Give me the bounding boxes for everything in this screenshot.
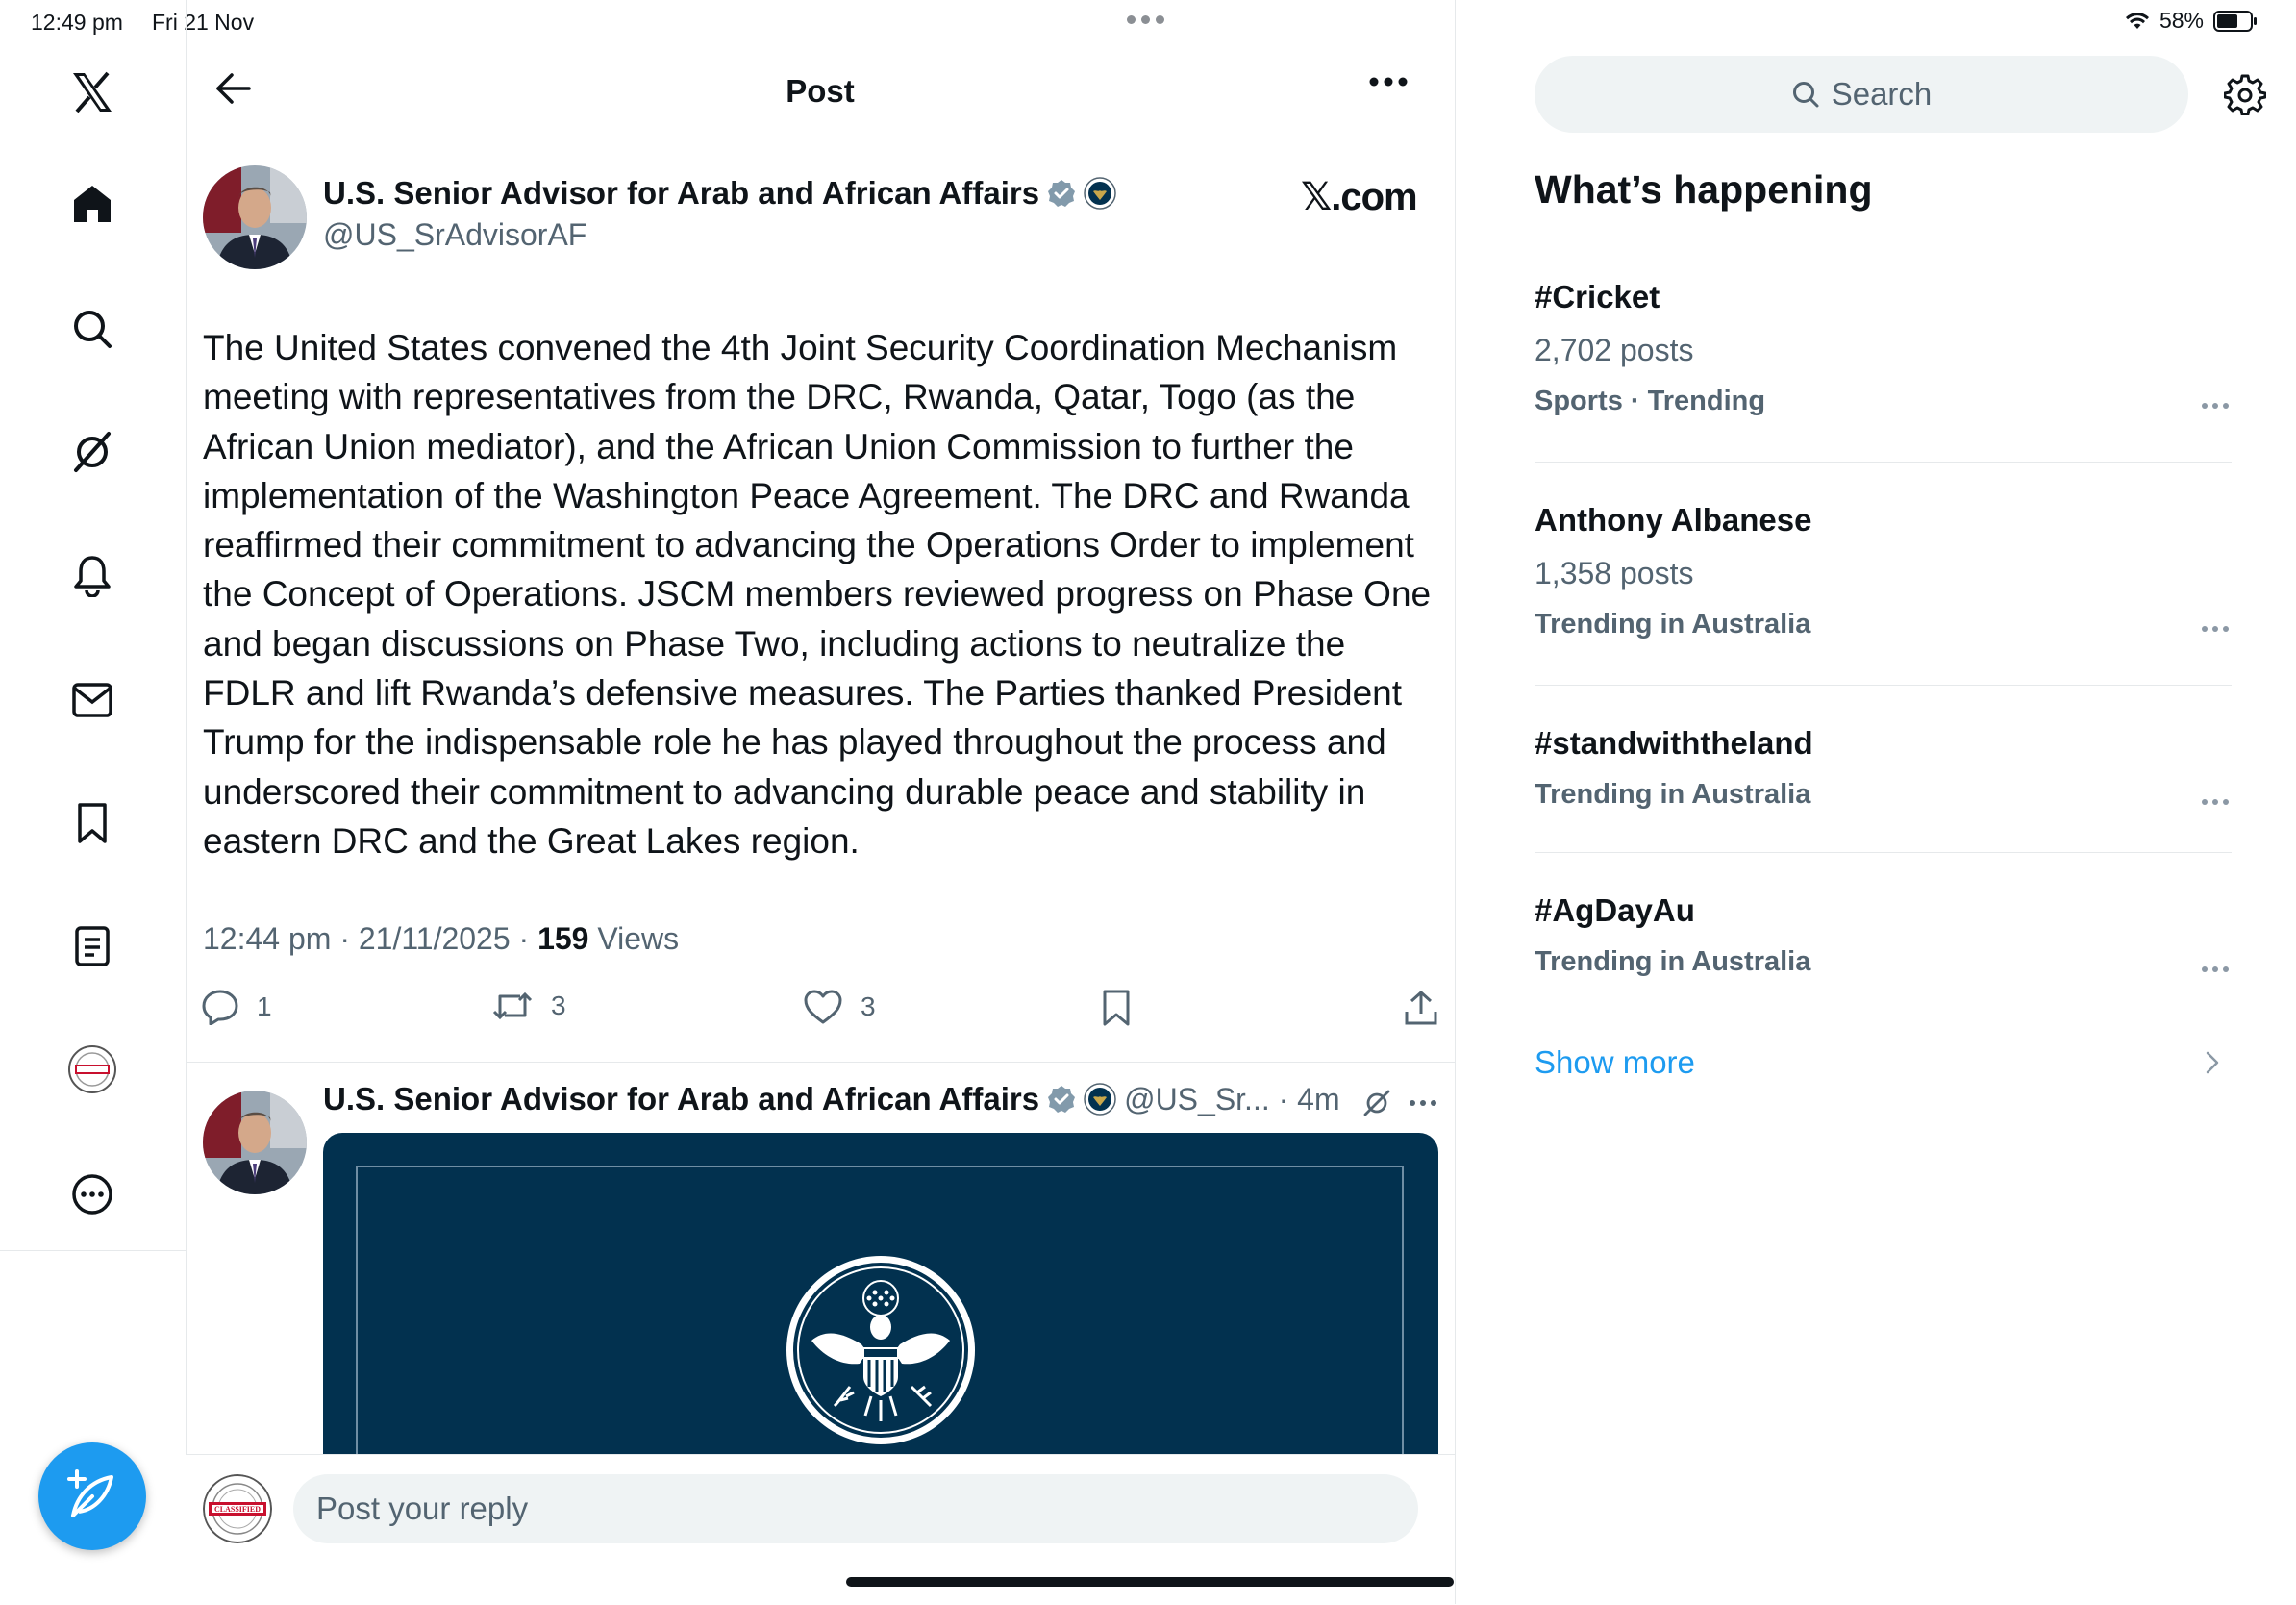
mail-icon[interactable] (63, 671, 121, 729)
trend-category: Trending in Australia (1535, 946, 1811, 977)
author-avatar[interactable] (203, 165, 307, 269)
trend-divider (1535, 462, 2232, 463)
reply-author-avatar[interactable] (203, 1091, 307, 1194)
trend-item[interactable] (1535, 279, 2232, 423)
left-navigation (0, 0, 187, 1604)
more-icon (2201, 625, 2230, 633)
more-icon (2201, 402, 2230, 410)
chevron-right-icon[interactable] (2205, 1050, 2220, 1075)
verified-icon (1047, 179, 1076, 208)
reply-handle-time[interactable]: @US_Sr... · 4m (1124, 1081, 1340, 1116)
lists-icon[interactable] (63, 917, 121, 975)
trend-name[interactable]: #Cricket (1535, 279, 1660, 314)
state-seal-icon (1084, 177, 1116, 210)
trend-more-button[interactable] (2201, 625, 2230, 633)
more-icon (1368, 75, 1409, 88)
status-time: 12:49 pm (31, 10, 123, 35)
more-icon (1409, 1098, 1437, 1108)
trend-count: 2,702 posts (1535, 333, 1694, 367)
settings-button[interactable] (2224, 73, 2266, 115)
gear-icon (2224, 73, 2266, 115)
trend-more-button[interactable] (2201, 402, 2230, 410)
my-avatar[interactable] (203, 1474, 272, 1543)
bookmark-button[interactable] (1099, 989, 1134, 1027)
profile-avatar[interactable] (63, 1041, 121, 1098)
search-bar[interactable] (1535, 56, 2188, 133)
trend-item[interactable] (1535, 502, 2232, 646)
bookmark-icon (1099, 989, 1134, 1027)
reply-input[interactable] (293, 1474, 1418, 1543)
source-badge: 𝕏.com (1301, 176, 1417, 218)
trend-category: Trending in Australia (1535, 609, 1811, 639)
post-text: The United States convened the 4th Joint Security Coordination Mechanism meeting with representatives from the DRC, Rwanda, Qatar, Togo (as the African Union mediator), and the African Union Commission to further the implementation of the Washington Peace Agreement. The DRC and Rwanda reaffirmed their commitment to advancing the Operations Order to implement the Concept of Operations. JSCM members reviewed progress on Phase One and began discussions on Phase Two, including actions to neutralize the FDLR and lift Rwanda’s defensive measures. The Parties thanked President Trump for the indispensable role he has played throughout the process and underscored their commitment to advancing durable peace and stability in eastern DRC and the Great Lakes region. (203, 328, 1432, 861)
trend-category: Trending in Australia (1535, 779, 1811, 810)
compose-button[interactable] (38, 1442, 146, 1550)
status-date: Fri 21 Nov (152, 10, 255, 35)
more-icon (2201, 966, 2230, 973)
reply-author-name[interactable]: U.S. Senior Advisor for Arab and African Affairs (323, 1081, 1040, 1116)
like-icon (803, 989, 843, 1025)
reply-more-button[interactable] (1409, 1098, 1437, 1108)
search-label: Search (1831, 76, 1933, 112)
like-button[interactable] (803, 989, 876, 1025)
author-name-row[interactable] (323, 175, 1116, 212)
search-icon (1791, 80, 1820, 109)
post-meta (203, 921, 679, 957)
nav-divider (0, 1250, 186, 1251)
trend-name[interactable]: #AgDayAu (1535, 892, 1695, 928)
bookmark-icon[interactable] (63, 794, 121, 852)
trend-category: Sports · Trending (1535, 386, 1766, 416)
show-more-link[interactable]: Show more (1535, 1044, 1695, 1080)
views-count: 159 (537, 921, 589, 956)
trend-item[interactable] (1535, 725, 2232, 817)
reply-header[interactable] (323, 1081, 1340, 1117)
share-icon (1403, 989, 1439, 1027)
battery-percent: 58% (2159, 8, 2204, 33)
repost-button[interactable] (491, 989, 566, 1023)
compose-icon (63, 1467, 121, 1525)
state-seal-icon (1084, 1083, 1116, 1116)
reply-grok-button[interactable] (1362, 1089, 1391, 1117)
trend-divider (1535, 685, 2232, 686)
bell-icon[interactable] (63, 546, 121, 604)
trend-name[interactable]: Anthony Albanese (1535, 502, 1812, 538)
search-icon[interactable] (63, 300, 121, 358)
like-count: 3 (861, 991, 876, 1021)
whats-happening-title: What’s happening (1535, 167, 1873, 212)
trend-divider (1535, 852, 2232, 853)
more-icon (2201, 798, 2230, 806)
share-button[interactable] (1403, 989, 1439, 1027)
trend-more-button[interactable] (2201, 966, 2230, 973)
trend-more-button[interactable] (2201, 798, 2230, 806)
svg-text:CLASSIFIED: CLASSIFIED (213, 1505, 262, 1514)
more-circle-icon[interactable] (63, 1166, 121, 1223)
more-button[interactable] (1368, 75, 1409, 88)
home-icon[interactable] (63, 175, 121, 233)
repost-icon (491, 989, 534, 1023)
reply-media-image[interactable] (323, 1133, 1438, 1460)
reply-button[interactable] (201, 989, 272, 1025)
verified-icon (1047, 1085, 1076, 1114)
state-seal-icon (783, 1252, 979, 1448)
reply-icon (201, 989, 239, 1025)
grok-icon (1362, 1089, 1391, 1117)
trend-name[interactable]: #standwiththeland (1535, 725, 1813, 761)
author-name[interactable]: U.S. Senior Advisor for Arab and African Affairs (323, 175, 1040, 211)
trend-count: 1,358 posts (1535, 556, 1694, 590)
home-indicator[interactable] (846, 1577, 1454, 1587)
post-timestamp[interactable]: 12:44 pm · 21/11/2025 · (203, 921, 538, 956)
x-logo-icon[interactable] (63, 63, 121, 121)
views-label: Views (588, 921, 680, 956)
page-title: Post (786, 73, 855, 109)
reply-count: 1 (257, 991, 272, 1021)
author-handle[interactable]: @US_SrAdvisorAF (323, 217, 587, 252)
main-column (186, 0, 1456, 1604)
repost-count: 3 (551, 991, 566, 1020)
trend-item[interactable] (1535, 892, 2232, 985)
thread-divider (186, 1062, 1455, 1063)
grok-icon[interactable] (63, 423, 121, 481)
right-sidebar (1455, 0, 2296, 1604)
